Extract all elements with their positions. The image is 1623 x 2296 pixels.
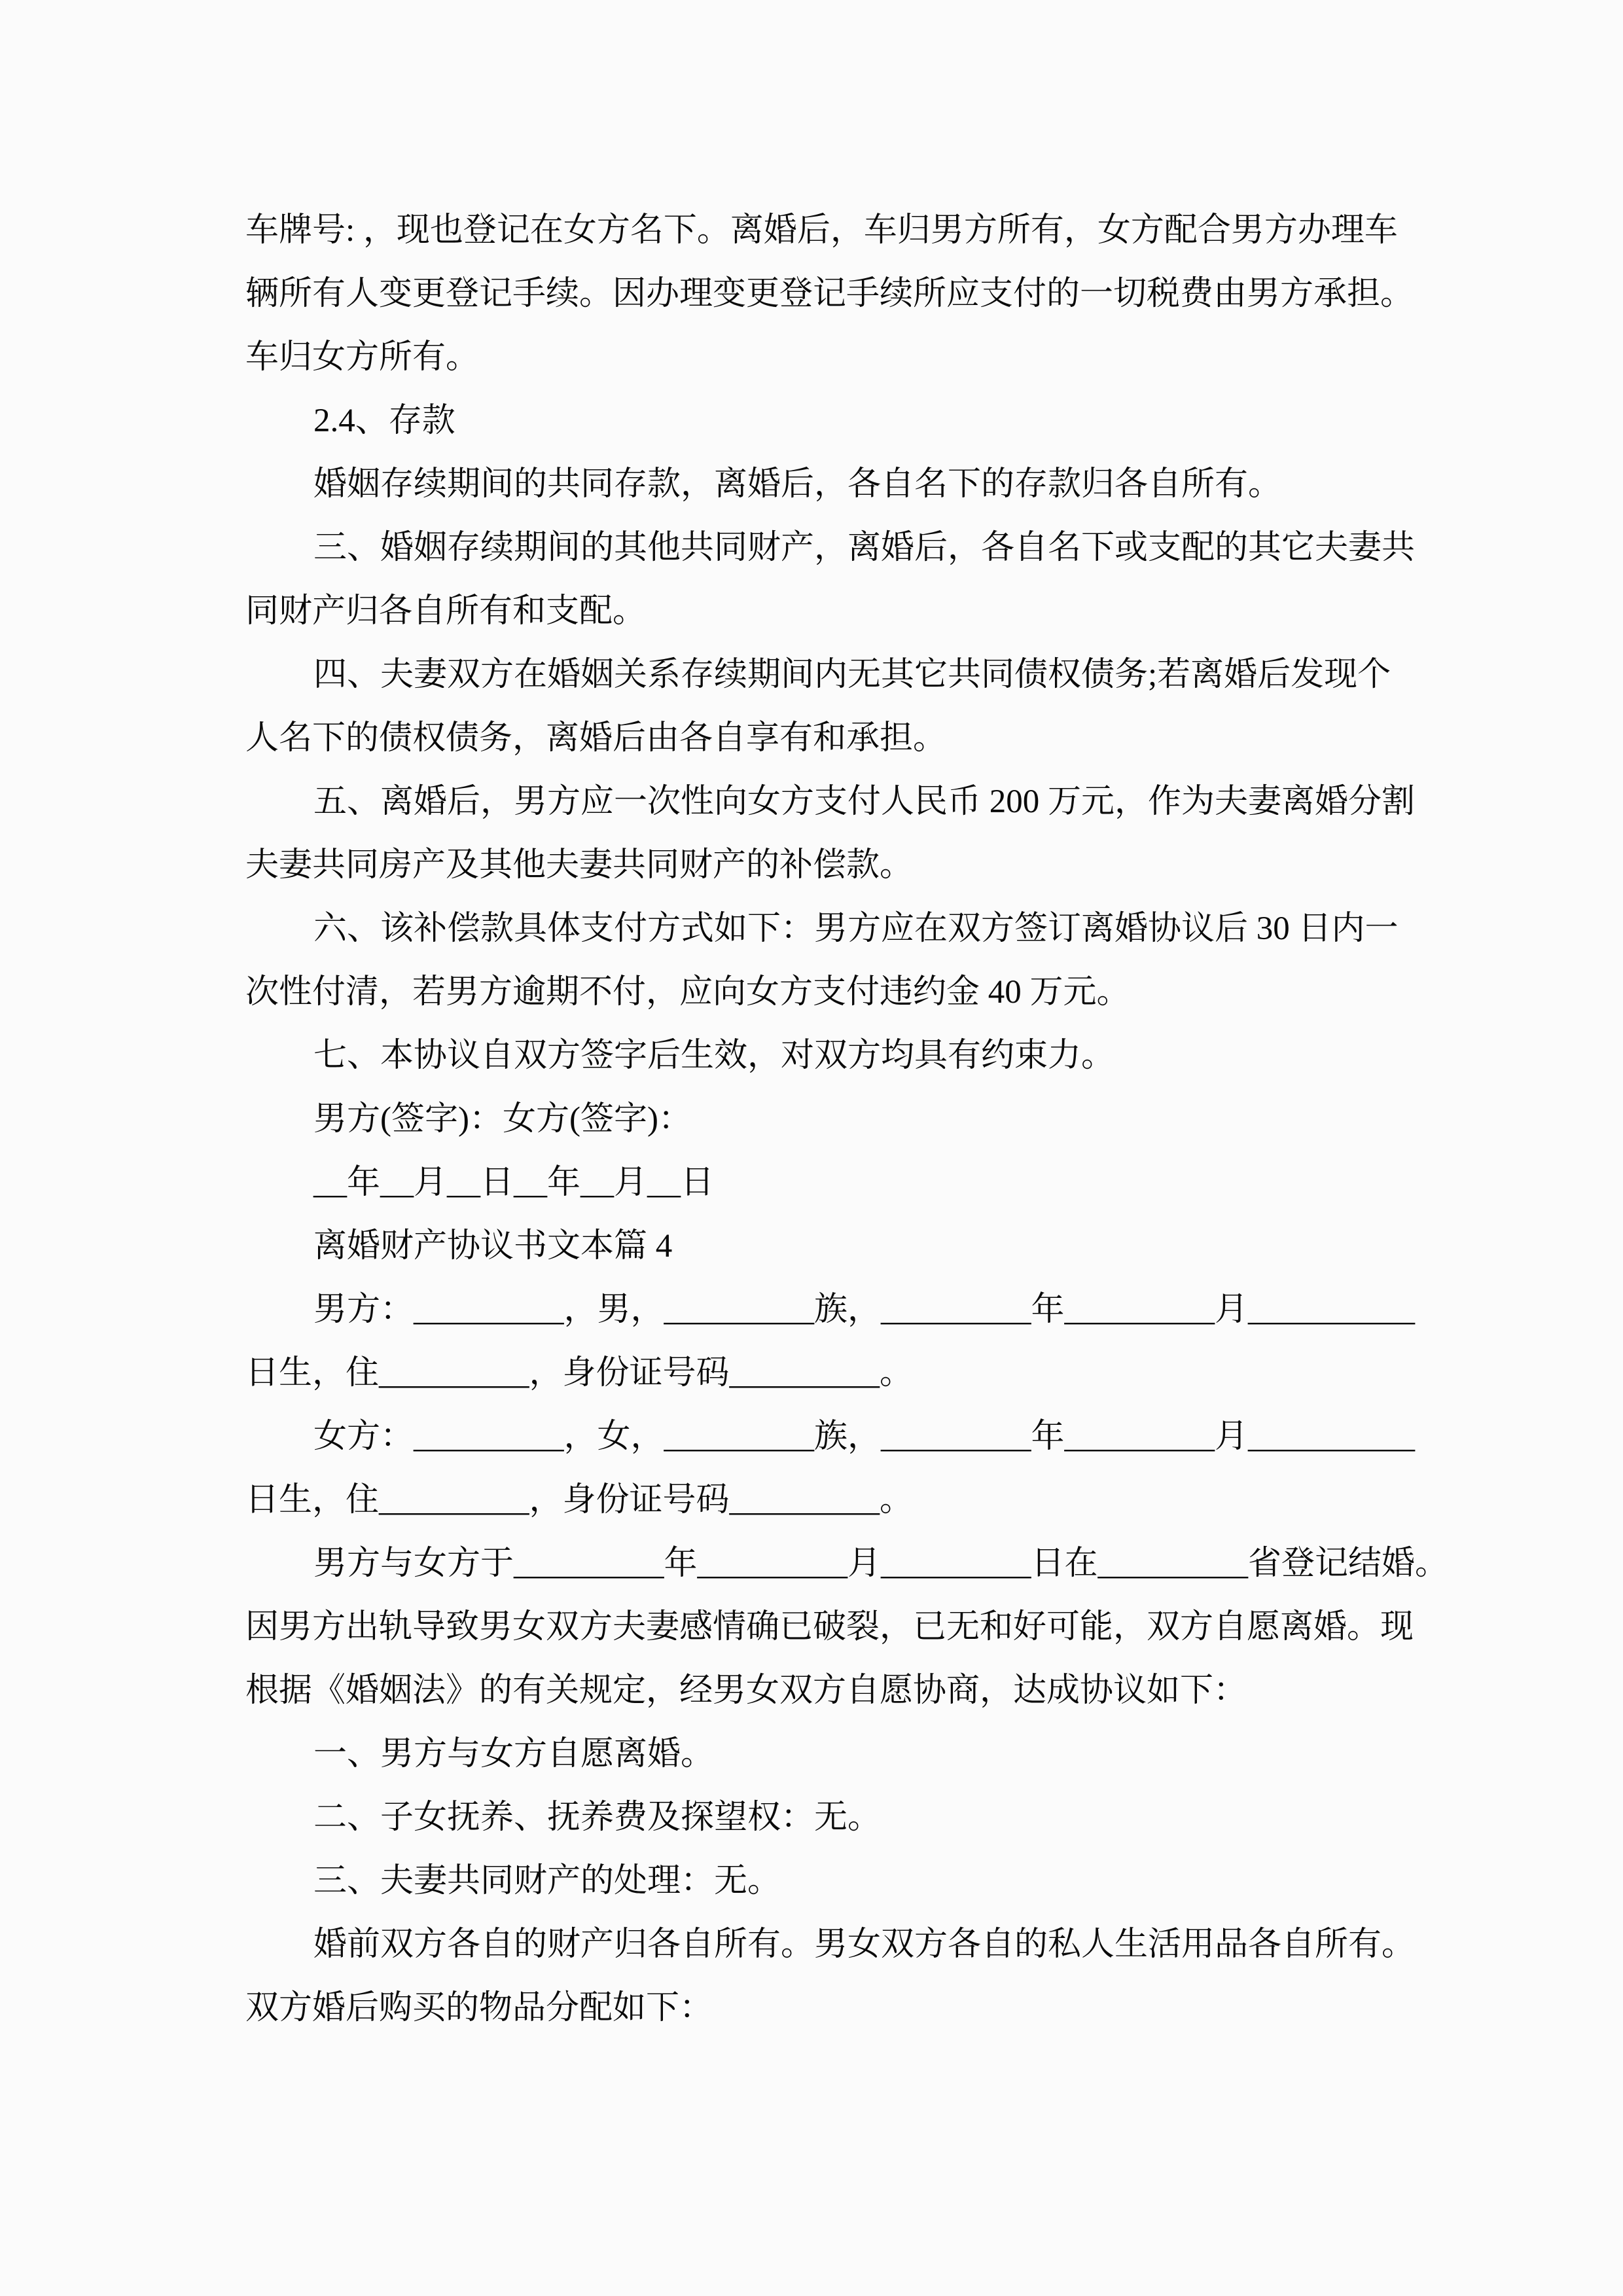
doc-line-8: 四、夫妻双方在婚姻关系存续期间内无其它共同债权债务;若离婚后发现个 [313, 656, 1391, 693]
doc-line-15: 男方(签字)：女方(签字)： [313, 1101, 692, 1138]
doc-line-29: 双方婚后购买的物品分配如下： [245, 1990, 713, 2026]
doc-line-28: 婚前双方各自的财产归各自所有。男女双方各自的私人生活用品各自所有。 [313, 1926, 1416, 1963]
doc-line-1: 车牌号: ，现也登记在女方名下。离婚后，车归男方所有，女方配合男方办理车 [245, 212, 1398, 249]
doc-line-7: 同财产归各自所有和支配。 [245, 593, 647, 630]
doc-line-27: 三、夫妻共同财产的处理：无。 [313, 1863, 781, 1899]
doc-line-26: 二、子女抚养、抚养费及探望权：无。 [313, 1799, 882, 1836]
doc-line-18: 男方：_________，男，_________族，_________年_________月__________ [313, 1291, 1416, 1328]
doc-line-16: __年__月__日__年__月__日 [313, 1164, 715, 1201]
doc-line-22: 男方与女方于_________年_________月_________日在_________省登记结婚。 [313, 1545, 1449, 1582]
doc-line-14: 七、本协议自双方签字后生效，对双方均具有约束力。 [313, 1037, 1115, 1074]
doc-line-13: 次性付清，若男方逾期不付，应向女方支付违约金 40 万元。 [245, 974, 1130, 1011]
doc-line-2: 辆所有人变更登记手续。因办理变更登记手续所应支付的一切税费由男方承担。 [245, 276, 1414, 312]
doc-line-23: 因男方出轨导致男女双方夫妻感情确已破裂，已无和好可能，双方自愿离婚。现 [245, 1609, 1414, 1645]
document-body [245, 199, 1449, 2040]
doc-line-5: 婚姻存续期间的共同存款，离婚后，各自名下的存款归各自所有。 [313, 466, 1282, 503]
doc-line-11: 夫妻共同房产及其他夫妻共同财产的补偿款。 [245, 847, 914, 884]
doc-line-20: 女方：_________，女，_________族，_________年_________月__________ [313, 1418, 1416, 1455]
doc-line-21: 日生，住_________，身份证号码_________。 [245, 1482, 914, 1518]
doc-line-10: 五、离婚后，男方应一次性向女方支付人民币 200 万元，作为夫妻离婚分割 [313, 783, 1416, 820]
doc-line-6: 三、婚姻存续期间的其他共同财产，离婚后，各自名下或支配的其它夫妻共 [313, 529, 1416, 566]
doc-line-3: 车归女方所有。 [245, 339, 480, 376]
doc-line-4: 2.4、存款 [313, 403, 455, 439]
doc-line-9: 人名下的债权债务，离婚后由各自享有和承担。 [245, 720, 947, 757]
doc-line-24: 根据《婚姻法》的有关规定，经男女双方自愿协商，达成协议如下： [245, 1672, 1247, 1709]
doc-line-12: 六、该补偿款具体支付方式如下：男方应在双方签订离婚协议后 30 日内一 [313, 910, 1399, 947]
doc-line-19: 日生，住_________，身份证号码_________。 [245, 1355, 914, 1391]
doc-line-17: 离婚财产协议书文本篇 4 [313, 1228, 673, 1265]
doc-line-25: 一、男方与女方自愿离婚。 [313, 1736, 715, 1772]
